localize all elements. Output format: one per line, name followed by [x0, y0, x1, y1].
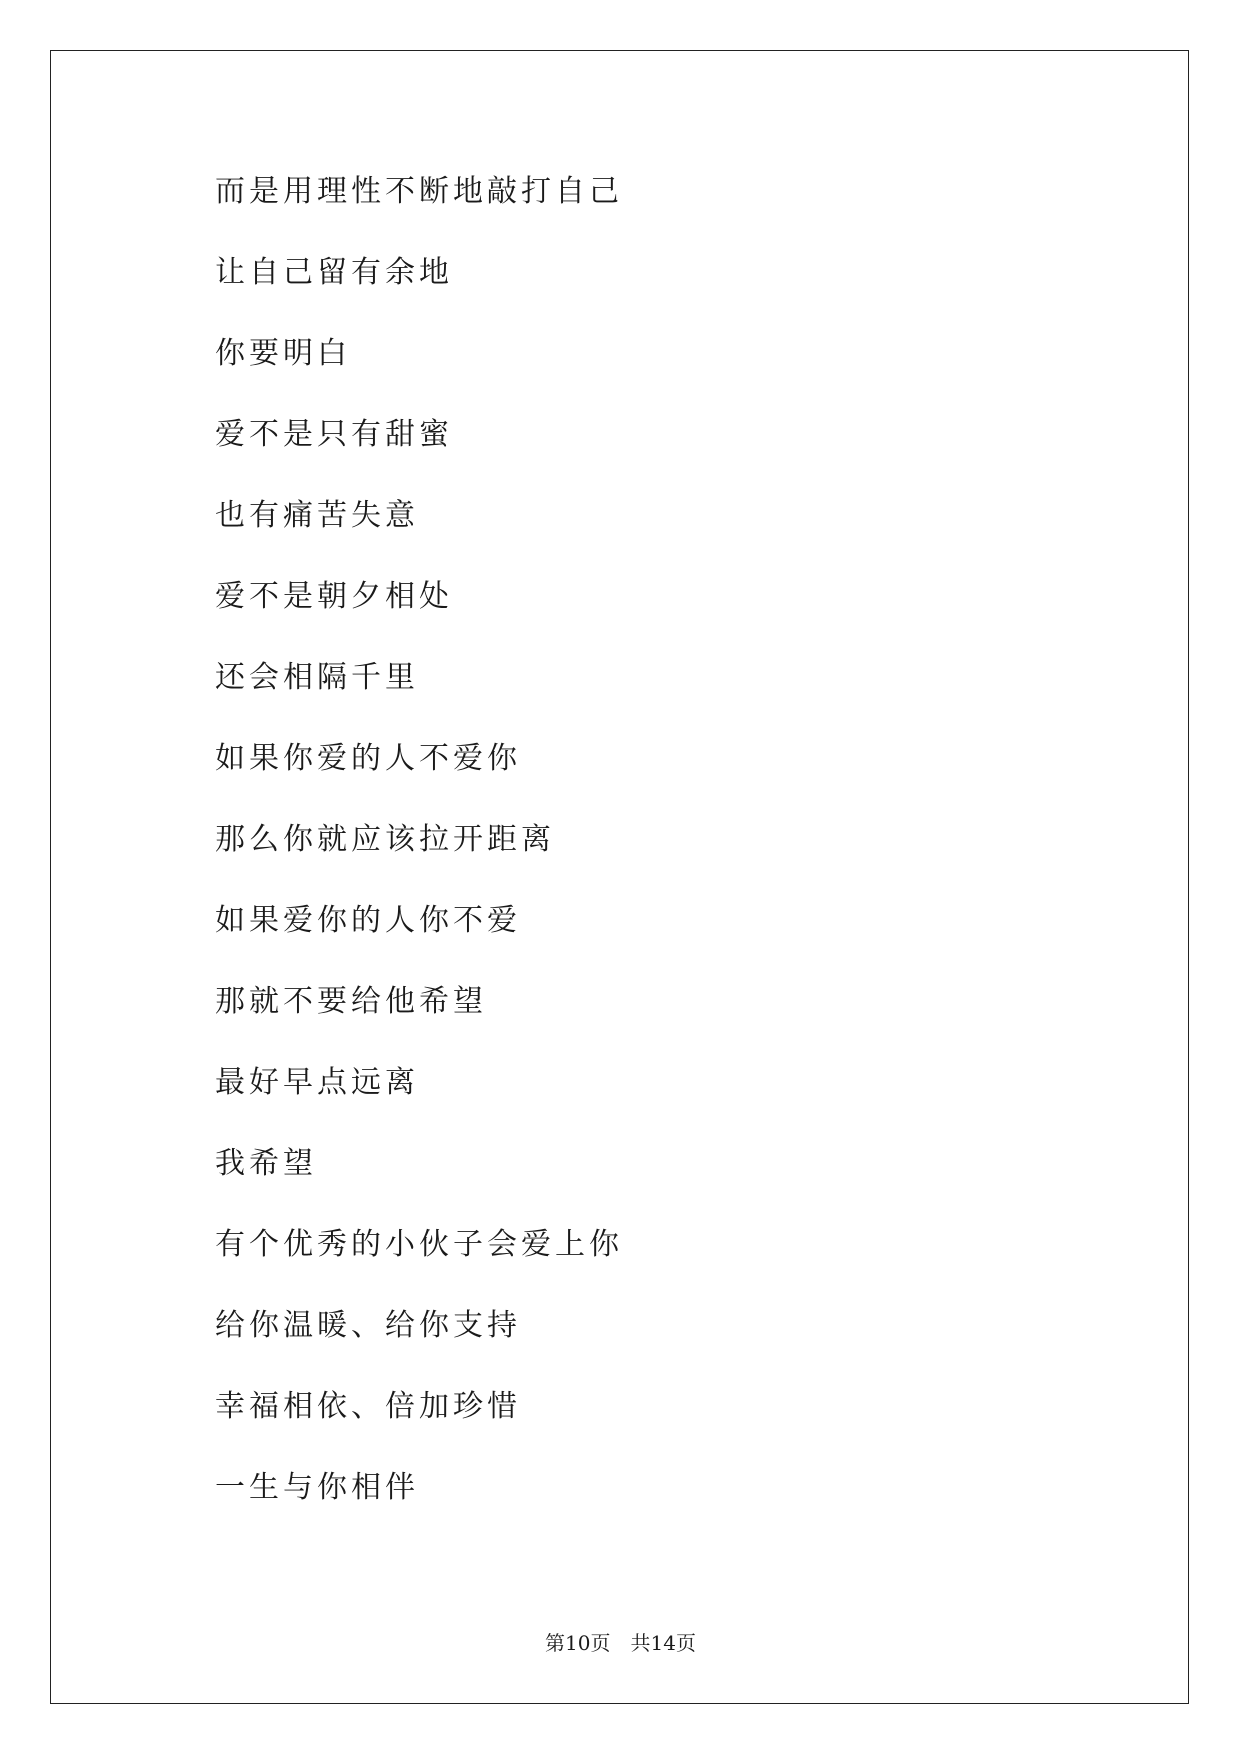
text-line: 我希望 — [215, 1146, 317, 1181]
text-line: 如果爱你的人你不爱 — [215, 903, 521, 938]
text-line: 而是用理性不断地敲打自己 — [215, 174, 623, 209]
text-line: 还会相隔千里 — [215, 660, 419, 695]
page-border — [50, 50, 1189, 1704]
text-line: 如果你爱的人不爱你 — [215, 741, 521, 776]
text-line: 让自己留有余地 — [215, 255, 453, 290]
text-line: 你要明白 — [215, 336, 351, 371]
text-line: 那就不要给他希望 — [215, 984, 487, 1019]
text-line: 爱不是朝夕相处 — [215, 579, 453, 614]
text-line: 那么你就应该拉开距离 — [215, 822, 555, 857]
text-line: 幸福相依、倍加珍惜 — [215, 1389, 521, 1424]
page-number-footer: 第10页 共14页 — [545, 1631, 696, 1655]
text-line: 也有痛苦失意 — [215, 498, 419, 533]
text-line: 给你温暖、给你支持 — [215, 1308, 521, 1343]
text-line: 爱不是只有甜蜜 — [215, 417, 453, 452]
text-line: 最好早点远离 — [215, 1065, 419, 1100]
text-line: 有个优秀的小伙子会爱上你 — [215, 1227, 623, 1262]
text-line: 一生与你相伴 — [215, 1470, 419, 1505]
